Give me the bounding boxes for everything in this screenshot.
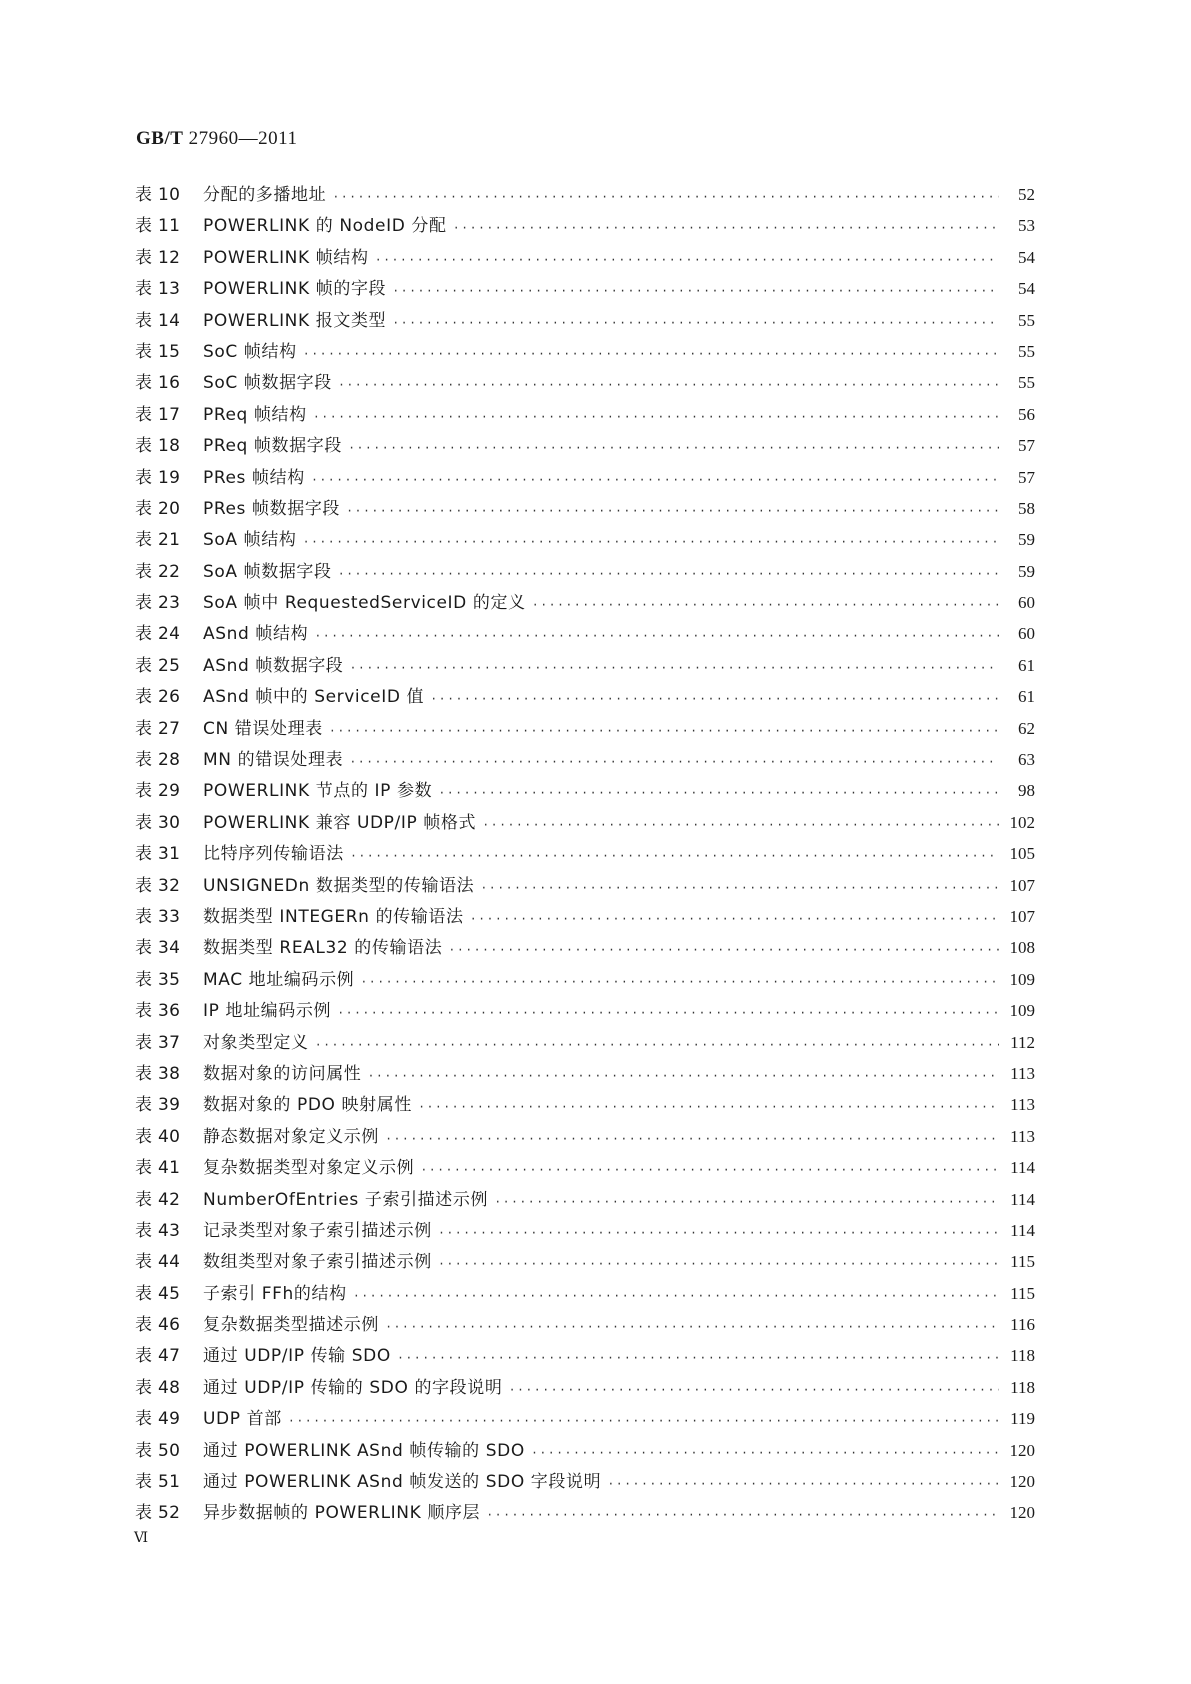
toc-entry[interactable] xyxy=(135,1246,1035,1277)
toc-entry-title: 比特序列传输语法 xyxy=(203,844,344,865)
toc-entry-title: SoA 帧结构 xyxy=(203,530,297,551)
toc-entry-label: 表 36 xyxy=(135,1001,181,1022)
page-number: Ⅵ xyxy=(134,1531,149,1546)
toc-entry-page: 118 xyxy=(1010,1377,1035,1397)
toc-entry[interactable] xyxy=(135,179,1035,210)
dot-leader xyxy=(480,873,999,904)
toc-entry[interactable] xyxy=(135,1497,1035,1528)
toc-entry-label: 表 39 xyxy=(135,1095,181,1116)
toc-entry-title: 子索引 FFh的结构 xyxy=(203,1283,347,1304)
toc-entry[interactable] xyxy=(135,807,1035,838)
toc-entry-page: 118 xyxy=(1010,1346,1035,1366)
toc-entry[interactable] xyxy=(135,242,1035,273)
toc-entry-label: 表 31 xyxy=(135,844,181,865)
dot-leader xyxy=(438,778,999,809)
toc-entry-title: 复杂数据类型描述示例 xyxy=(203,1315,379,1336)
toc-entry[interactable] xyxy=(135,1121,1035,1152)
standard-prefix: GB/T xyxy=(136,128,184,149)
toc-entry-page: 55 xyxy=(1018,310,1035,330)
toc-entry-page: 113 xyxy=(1010,1095,1035,1115)
toc-entry-label: 表 42 xyxy=(135,1189,181,1210)
dot-leader xyxy=(338,370,999,401)
toc-entry-label: 表 14 xyxy=(135,310,181,331)
toc-entry-label: 表 45 xyxy=(135,1283,181,1304)
document-header xyxy=(136,128,297,150)
toc-entry-title: POWERLINK 兼容 UDP/IP 帧格式 xyxy=(203,812,477,833)
toc-entry-label: 表 13 xyxy=(135,279,181,300)
toc-entry[interactable] xyxy=(135,964,1035,995)
toc-entry-page: 57 xyxy=(1018,467,1035,487)
dot-leader xyxy=(332,182,999,213)
toc-entry-page: 114 xyxy=(1010,1189,1035,1209)
toc-entry-label: 表 32 xyxy=(135,875,181,896)
toc-entry-label: 表 40 xyxy=(135,1126,181,1147)
dot-leader xyxy=(353,1281,999,1312)
dot-leader xyxy=(438,1249,999,1280)
toc-entry[interactable] xyxy=(135,1278,1035,1309)
toc-entry[interactable] xyxy=(135,1435,1035,1466)
toc-entry[interactable] xyxy=(135,1184,1035,1215)
toc-entry-page: 60 xyxy=(1018,593,1035,613)
toc-entry-title: POWERLINK 报文类型 xyxy=(203,310,387,331)
toc-entry[interactable] xyxy=(135,1089,1035,1120)
dot-leader xyxy=(303,339,999,370)
toc-entry[interactable] xyxy=(135,367,1035,398)
dot-leader xyxy=(531,1438,999,1469)
toc-entry-label: 表 48 xyxy=(135,1377,181,1398)
toc-entry-label: 表 51 xyxy=(135,1472,181,1493)
toc-entry-page: 115 xyxy=(1010,1283,1035,1303)
toc-entry-title: ASnd 帧中的 ServiceID 值 xyxy=(203,687,425,708)
toc-entry-page: 52 xyxy=(1018,185,1035,204)
toc-entry-label: 表 25 xyxy=(135,655,181,676)
toc-entry-label: 表 10 xyxy=(135,185,181,205)
toc-entry-label: 表 50 xyxy=(135,1440,181,1461)
dot-leader xyxy=(418,1092,999,1123)
toc-entry-title: PRes 帧数据字段 xyxy=(203,498,341,519)
toc-entry-title: SoC 帧数据字段 xyxy=(203,373,332,394)
toc-entry-title: SoA 帧中 RequestedServiceID 的定义 xyxy=(203,593,526,614)
dot-leader xyxy=(470,904,999,935)
toc-entry-page: 107 xyxy=(1009,875,1035,895)
toc-entry-title: 数据对象的 PDO 映射属性 xyxy=(203,1095,412,1116)
toc-entry[interactable] xyxy=(135,336,1035,367)
toc-entry-page: 109 xyxy=(1009,1001,1035,1021)
toc-entry[interactable] xyxy=(135,713,1035,744)
toc-entry-page: 105 xyxy=(1009,844,1035,864)
toc-entry-page: 58 xyxy=(1018,498,1035,518)
toc-entry-page: 115 xyxy=(1010,1252,1035,1272)
toc-entry[interactable] xyxy=(135,1058,1035,1089)
toc-entry-title: UDP 首部 xyxy=(203,1409,282,1430)
toc-entry-title: PReq 帧数据字段 xyxy=(203,436,342,457)
toc-entry-title: 数据类型 INTEGERn 的传输语法 xyxy=(203,906,464,927)
toc-entry-page: 120 xyxy=(1009,1472,1035,1492)
toc-entry-label: 表 28 xyxy=(135,750,181,771)
toc-entry-page: 56 xyxy=(1018,404,1035,424)
toc-entry[interactable] xyxy=(135,1372,1035,1403)
toc-entry-title: MAC 地址编码示例 xyxy=(203,969,355,990)
toc-entry[interactable] xyxy=(135,995,1035,1026)
toc-entry[interactable] xyxy=(135,462,1035,493)
toc-entry[interactable] xyxy=(135,618,1035,649)
toc-entry-title: IP 地址编码示例 xyxy=(203,1001,332,1022)
toc-entry-label: 表 18 xyxy=(135,436,181,457)
toc-entry-title: 分配的多播地址 xyxy=(203,185,327,205)
dot-leader xyxy=(607,1469,999,1500)
toc-entry-page: 114 xyxy=(1010,1158,1035,1178)
toc-entry-label: 表 24 xyxy=(135,624,181,645)
dot-leader xyxy=(315,1030,999,1061)
toc-entry-page: 119 xyxy=(1010,1409,1035,1429)
dot-leader xyxy=(508,1375,999,1406)
toc-entry[interactable] xyxy=(135,681,1035,712)
toc-entry-label: 表 49 xyxy=(135,1409,181,1430)
dot-leader xyxy=(314,621,999,652)
toc-entry[interactable] xyxy=(135,210,1035,241)
toc-entry-label: 表 38 xyxy=(135,1063,181,1084)
toc-entry-title: POWERLINK 帧结构 xyxy=(203,247,369,268)
toc-entry-title: 数据对象的访问属性 xyxy=(203,1063,362,1084)
toc-entry[interactable] xyxy=(135,273,1035,304)
dot-leader xyxy=(329,716,999,747)
toc-entry-title: POWERLINK 帧的字段 xyxy=(203,279,387,300)
toc-entry[interactable] xyxy=(135,556,1035,587)
dot-leader xyxy=(311,465,999,496)
dot-leader xyxy=(288,1406,999,1437)
toc-entry-label: 表 29 xyxy=(135,781,181,802)
toc-entry[interactable] xyxy=(135,1466,1035,1497)
toc-entry-page: 107 xyxy=(1009,906,1035,926)
dot-leader xyxy=(532,590,999,621)
toc-entry[interactable] xyxy=(135,901,1035,932)
toc-entry-title: 数组类型对象子索引描述示例 xyxy=(203,1252,432,1273)
dot-leader xyxy=(385,1124,999,1155)
toc-entry-label: 表 37 xyxy=(135,1032,181,1053)
toc-entry-title: ASnd 帧结构 xyxy=(203,624,309,645)
toc-entry-label: 表 41 xyxy=(135,1158,181,1179)
toc-entry-page: 60 xyxy=(1018,624,1035,644)
dot-leader xyxy=(348,433,999,464)
toc-entry[interactable] xyxy=(135,399,1035,430)
toc-entry-page: 108 xyxy=(1009,938,1035,958)
toc-entry-title: 复杂数据类型对象定义示例 xyxy=(203,1158,415,1179)
toc-entry[interactable] xyxy=(135,1340,1035,1371)
toc-entry-label: 表 34 xyxy=(135,938,181,959)
toc-entry[interactable] xyxy=(135,1152,1035,1183)
dot-leader xyxy=(302,527,999,558)
toc-entry-page: 59 xyxy=(1018,561,1035,581)
toc-entry-title: 记录类型对象子索引描述示例 xyxy=(203,1220,432,1241)
toc-entry-title: ASnd 帧数据字段 xyxy=(203,655,344,676)
toc-entry-title: 数据类型 REAL32 的传输语法 xyxy=(203,938,443,959)
dot-leader xyxy=(430,684,999,715)
toc-entry-title: 通过 POWERLINK ASnd 帧传输的 SDO xyxy=(203,1440,525,1461)
toc-entry-label: 表 52 xyxy=(135,1503,181,1524)
toc-entry-label: 表 12 xyxy=(135,247,181,268)
toc-entry-page: 53 xyxy=(1018,216,1035,236)
toc-entry-label: 表 26 xyxy=(135,687,181,708)
toc-entry-label: 表 23 xyxy=(135,593,181,614)
toc-entry-page: 54 xyxy=(1018,247,1035,267)
dot-leader xyxy=(448,935,999,966)
toc-entry-page: 113 xyxy=(1010,1126,1035,1146)
toc-entry-label: 表 47 xyxy=(135,1346,181,1367)
toc-entry-page: 109 xyxy=(1009,969,1035,989)
dot-leader xyxy=(420,1155,999,1186)
dot-leader xyxy=(392,308,999,339)
toc-entry-label: 表 22 xyxy=(135,561,181,582)
toc-entry-page: 61 xyxy=(1018,687,1035,707)
toc-entry-title: 异步数据帧的 POWERLINK 顺序层 xyxy=(203,1503,481,1524)
toc-entry-label: 表 16 xyxy=(135,373,181,394)
dot-leader xyxy=(453,213,999,244)
toc-entry-label: 表 35 xyxy=(135,969,181,990)
dot-leader xyxy=(349,747,999,778)
toc-entry-title: MN 的错误处理表 xyxy=(203,750,344,771)
toc-entry-label: 表 33 xyxy=(135,906,181,927)
standard-number: 27960—2011 xyxy=(188,128,298,149)
toc-entry-label: 表 43 xyxy=(135,1220,181,1241)
dot-leader xyxy=(486,1500,999,1531)
toc-entry[interactable] xyxy=(135,870,1035,901)
toc-entry-title: CN 错误处理表 xyxy=(203,718,323,739)
toc-entry-page: 114 xyxy=(1010,1220,1035,1240)
toc-entry-label: 表 30 xyxy=(135,812,181,833)
toc-entry[interactable] xyxy=(135,650,1035,681)
toc-entry[interactable] xyxy=(135,430,1035,461)
toc-entry-title: 通过 UDP/IP 传输 SDO xyxy=(203,1346,391,1367)
toc-entry-page: 63 xyxy=(1018,750,1035,770)
toc-entry-page: 59 xyxy=(1018,530,1035,550)
toc-entry-label: 表 11 xyxy=(135,216,181,237)
toc-entry-page: 61 xyxy=(1018,655,1035,675)
toc-entry[interactable] xyxy=(135,744,1035,775)
dot-leader xyxy=(438,1218,999,1249)
toc-entry-title: UNSIGNEDn 数据类型的传输语法 xyxy=(203,875,475,896)
toc-entry-label: 表 19 xyxy=(135,467,181,488)
dot-leader xyxy=(494,1187,999,1218)
toc-entry-page: 62 xyxy=(1018,718,1035,738)
toc-entry[interactable] xyxy=(135,493,1035,524)
toc-entry-page: 57 xyxy=(1018,436,1035,456)
toc-entry-page: 55 xyxy=(1018,373,1035,393)
dot-leader xyxy=(338,559,999,590)
dot-leader xyxy=(337,998,999,1029)
toc-entry-label: 表 20 xyxy=(135,498,181,519)
toc-entry-label: 表 27 xyxy=(135,718,181,739)
dot-leader xyxy=(367,1061,999,1092)
dot-leader xyxy=(350,841,999,872)
toc-entry-title: 静态数据对象定义示例 xyxy=(203,1126,379,1147)
table-of-contents xyxy=(135,179,1035,1529)
toc-entry-page: 113 xyxy=(1010,1063,1035,1083)
toc-entry-page: 102 xyxy=(1009,812,1035,832)
toc-entry-title: NumberOfEntries 子索引描述示例 xyxy=(203,1189,489,1210)
toc-entry-title: 通过 UDP/IP 传输的 SDO 的字段说明 xyxy=(203,1377,503,1398)
dot-leader xyxy=(349,653,999,684)
toc-entry-page: 54 xyxy=(1018,279,1035,299)
toc-entry-title: PReq 帧结构 xyxy=(203,404,307,425)
toc-entry-title: SoA 帧数据字段 xyxy=(203,561,332,582)
toc-entry-page: 112 xyxy=(1010,1032,1035,1052)
dot-leader xyxy=(375,245,999,276)
toc-entry[interactable] xyxy=(135,524,1035,555)
toc-entry[interactable] xyxy=(135,1309,1035,1340)
toc-entry-page: 55 xyxy=(1018,341,1035,361)
toc-entry-page: 116 xyxy=(1010,1315,1035,1335)
toc-entry-label: 表 17 xyxy=(135,404,181,425)
toc-entry[interactable] xyxy=(135,1403,1035,1434)
toc-entry-title: 通过 POWERLINK ASnd 帧发送的 SDO 字段说明 xyxy=(203,1472,602,1493)
toc-entry[interactable] xyxy=(135,587,1035,618)
toc-entry[interactable] xyxy=(135,1027,1035,1058)
toc-entry-title: SoC 帧结构 xyxy=(203,341,297,362)
toc-entry-page: 120 xyxy=(1009,1440,1035,1460)
toc-entry[interactable] xyxy=(135,775,1035,806)
dot-leader xyxy=(392,276,999,307)
dot-leader xyxy=(482,810,999,841)
toc-entry-title: POWERLINK 的 NodeID 分配 xyxy=(203,216,447,237)
dot-leader xyxy=(360,967,999,998)
toc-entry-title: PRes 帧结构 xyxy=(203,467,305,488)
dot-leader xyxy=(313,402,999,433)
toc-entry-page: 98 xyxy=(1018,781,1035,801)
toc-entry-page: 120 xyxy=(1009,1503,1035,1523)
toc-entry[interactable] xyxy=(135,1215,1035,1246)
toc-entry-title: POWERLINK 节点的 IP 参数 xyxy=(203,781,433,802)
toc-entry-label: 表 46 xyxy=(135,1315,181,1336)
toc-entry[interactable] xyxy=(135,932,1035,963)
dot-leader xyxy=(385,1312,999,1343)
toc-entry-label: 表 21 xyxy=(135,530,181,551)
toc-entry[interactable] xyxy=(135,838,1035,869)
toc-entry-title: 对象类型定义 xyxy=(203,1032,309,1053)
toc-entry-label: 表 15 xyxy=(135,341,181,362)
toc-entry-label: 表 44 xyxy=(135,1252,181,1273)
dot-leader xyxy=(346,496,999,527)
toc-entry[interactable] xyxy=(135,305,1035,336)
dot-leader xyxy=(397,1343,999,1374)
